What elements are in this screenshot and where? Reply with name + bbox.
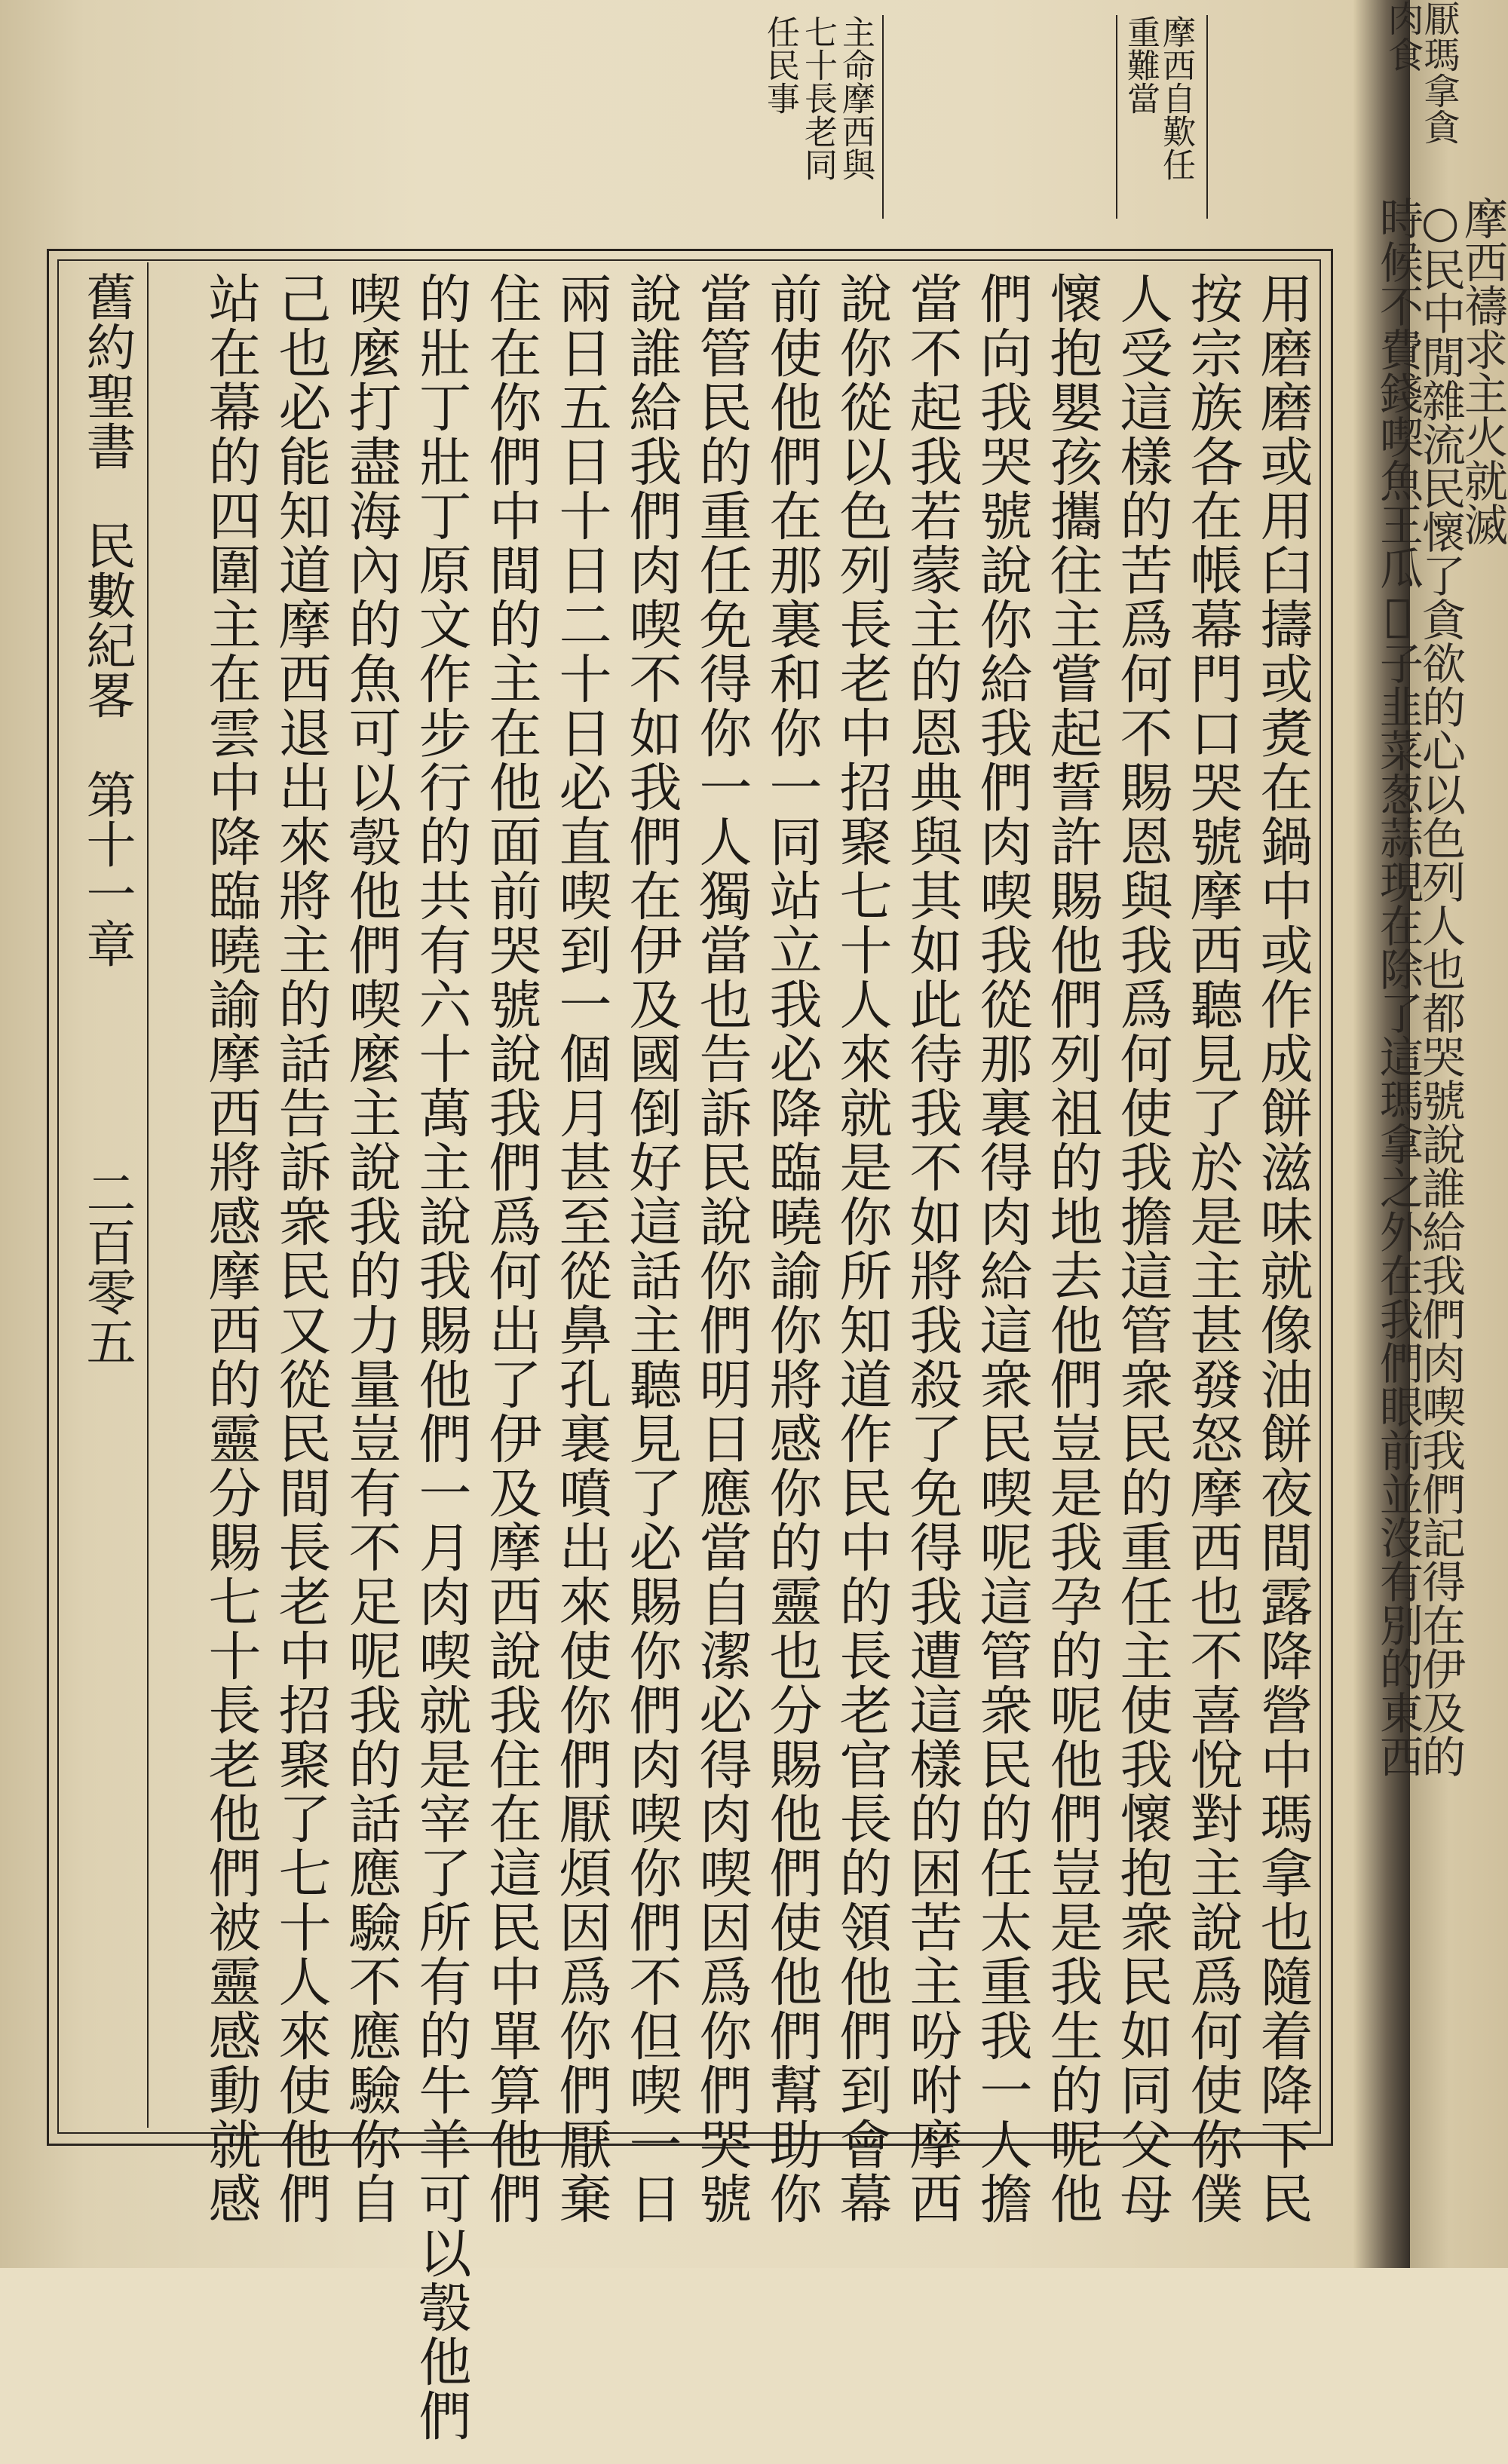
book-section: 民數紀畧: [78, 520, 136, 719]
text-column-15: 己也必能知道摩西退出來將主的話告訴衆民又從民間長老中招聚了七十人來使他們: [270, 271, 332, 2226]
margin-note-1-line-2: 重難當: [1121, 15, 1160, 115]
text-column-16: 站在幕的四圍主在雲中降臨曉諭摩西將感摩西的靈分賜七十長老他們被靈感動就感: [200, 271, 262, 2226]
text-column-10: 說誰給我們肉喫不如我們在伊及國倒好這話主聽見了必賜你們肉喫你們不但喫一日: [621, 271, 682, 2226]
text-column-14: 喫麼打盡海內的魚可以彀他們喫麼主說我的力量豈有不足呢我的話應驗不應驗你自: [340, 271, 402, 2226]
book-title: 舊約聖書: [78, 271, 136, 470]
text-column-2: 按宗族各在帳幕門口哭號摩西聽見了於是主甚發怒摩西也不喜悅對主說爲何使你僕: [1182, 271, 1243, 2226]
running-head-line-1: 厭瑪拿貪: [1418, 0, 1460, 145]
faint-bleed-through: [1052, 15, 1088, 226]
margin-note-rule: [1206, 15, 1208, 219]
faint-bleed-through: [980, 15, 1016, 226]
adjacent-column-3: 時候不費錢喫魚王瓜𤓰子韭菜葱蒜現在除了這瑪拿之外在我們眼前並沒有別的東西: [1372, 196, 1424, 1778]
text-column-6: 當不起我若蒙主的恩典與其如此待我不如將我殺了免得我遭這樣的困苦主吩咐摩西: [901, 271, 963, 2226]
adjacent-column-2: ○民中閒雜流民懷了貪欲的心以色列人也都哭號說誰給我們肉喫我們記得在伊及的: [1415, 196, 1466, 1778]
text-column-13: 的壯丁壯丁原文作步行的共有六十萬主說我賜他們一月肉喫就是宰了所有的牛羊可以彀他們: [410, 271, 472, 2443]
page-footer: [75, 271, 137, 2126]
margin-note-1-line-1: 摩西自歎任: [1157, 15, 1195, 181]
text-column-5: 們向我哭號說你給我們肉喫我從那裏得肉給這衆民喫呢這管衆民的任太重我一人擔: [971, 271, 1033, 2226]
text-column-4: 懷抱嬰孩攜往主嘗起誓許賜他們列祖的地去他們豈是我孕的呢他們豈是我生的呢他: [1041, 271, 1103, 2226]
margin-note-2-line-3: 任民事: [761, 15, 799, 115]
text-column-11: 兩日五日十日二十日必直喫到一個月甚至從鼻孔裏噴出來使你們厭煩因爲你們厭棄: [550, 271, 612, 2226]
margin-note-2-line-2: 七十長老同: [798, 15, 837, 181]
text-column-7: 說你從以色列長老中招聚七十人來就是你所知道作民中的長老官長的領他們到會幕: [831, 271, 893, 2226]
text-column-3: 人受這樣的苦爲何不賜恩與我爲何使我擔這管衆民的重任主使我懷抱衆民如同父母: [1111, 271, 1173, 2226]
text-column-12: 住在你們中間的主在他面前哭號說我們爲何出了伊及摩西說我住在這民中單算他們: [480, 271, 542, 2226]
text-column-8: 前使他們在那裏和你一同站立我必降臨曉諭你將感你的靈也分賜他們使他們幫助你: [761, 271, 823, 2226]
text-column-9: 當管民的重任免得你一人獨當也告訴民說你們明日應當自潔必得肉喫因爲你們哭號: [691, 271, 752, 2226]
margin-note-2-line-1: 主命摩西與: [836, 15, 875, 181]
chapter-label: 第十一章: [78, 769, 136, 968]
text-column-1: 用磨磨或用臼擣或煑在鍋中或作成餅滋味就像油餅夜間露降營中瑪拿也隨着降下民: [1252, 271, 1313, 2226]
margin-note-rule: [1116, 15, 1117, 219]
footer-divider-rule: [147, 262, 149, 2128]
page-number: 二百零五: [78, 1167, 136, 1366]
margin-note-rule: [882, 15, 884, 219]
adjacent-column-1: 摩西禱求主火就滅: [1457, 196, 1508, 546]
running-head-line-2: 肉食: [1381, 0, 1424, 72]
adjacent-page-fragment: [1372, 0, 1508, 2268]
